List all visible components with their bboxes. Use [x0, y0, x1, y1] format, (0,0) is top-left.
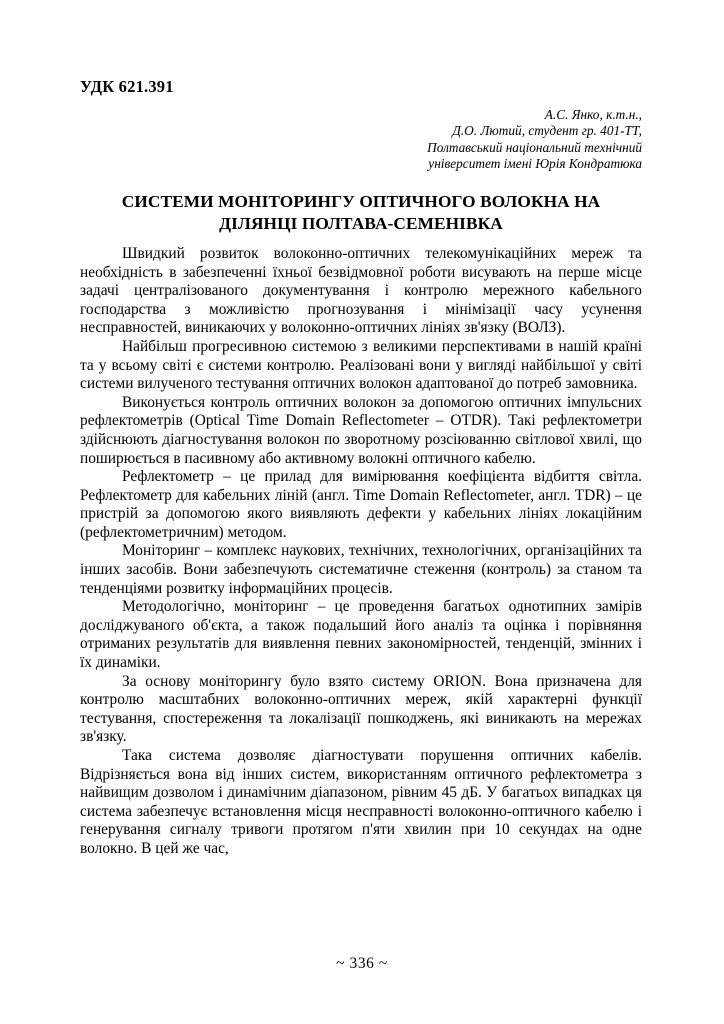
- byline-line-affiliation-2: університет імені Юрія Кондратюка: [428, 156, 642, 172]
- body-paragraph: Рефлектометр – це прилад для вимірювання коефіцієнта відбиття світла. Рефлектометр для кабельних ліній (англ. Time Domain Reflectometer, англ. TDR) – це пристрій за допомогою якого виявляють дефекти у кабельних лініях локаційним (рефлектометричним) методом.: [80, 468, 642, 541]
- article-body: [80, 245, 642, 859]
- page-title-line-1: СИСТЕМИ МОНІТОРИНГУ ОПТИЧНОГО ВОЛОКНА НА: [121, 191, 601, 211]
- page-content: [80, 78, 642, 859]
- author-byline: [80, 107, 642, 173]
- body-paragraph: Виконується контроль оптичних волокон за допомогою оптичних імпульсних рефлектометрів (Optical Time Domain Reflectometer – OTDR). Такі рефлектометри здійснюють діагностування волокон по зворотному розсіюванню світлової хвилі, що поширюється в пасивному або активному волокні оптичного кабелю.: [80, 393, 642, 467]
- body-paragraph: Швидкий розвиток волоконно-оптичних телекомунікаційних мереж та необхідність в забезпеченні їхньої безвідмовної роботи висувають на перше місце задачі централізованого документування і контролю мережного кабельного господарства з можливістю прогнозування і мінімізації часу усунення несправностей, виникаючих у волоконно-оптичних лініях зв'язку (ВОЛЗ).: [80, 244, 642, 337]
- page-title: [80, 191, 642, 235]
- body-paragraph: Така система дозволяє діагностувати порушення оптичних кабелів. Відрізняється вона від інших систем, використанням оптичного рефлектометра з найвищим дозволом і динамічним діапазоном, рівним 45 дБ. У багатьох випадках ця система забезпечує встановлення місця несправності волоконно-оптичного кабелю і генерування сигналу тривоги протягом п'яти хвилин при 10 секундах на одне волокно. В цей же час,: [80, 747, 642, 857]
- udk-classification-code: УДК 621.391: [80, 77, 174, 96]
- byline-line-affiliation-1: Полтавський національний технічний: [427, 139, 642, 155]
- page-number-footer: ~ 336 ~: [336, 955, 388, 972]
- body-paragraph: Методологічно, моніторинг – це проведення багатьох однотипних замірів досліджуваного об'єкта, а також подальший його аналіз та оцінка і порівняння отриманих результатів для виявлення певних закономірностей, тенденцій, змінних і їх динаміки.: [80, 598, 642, 672]
- body-paragraph: За основу моніторингу було взято систему ORION. Вона призначена для контролю масштабних волоконно-оптичних мереж, якій характерні функції тестування, спостереження та локалізації пошкоджень, які виникають на мережах зв'язку.: [80, 672, 642, 746]
- body-paragraph: Найбільш прогресивною системою з великими перспективами в нашій країні та у всьому світі є системи контролю. Реалізовані вони у вигляді найбільшої у світі системи вилученого тестування оптичних волокон адаптованої до потреб замовника.: [80, 337, 642, 393]
- body-paragraph: Моніторинг – комплекс наукових, технічних, технологічних, організаційних та інших засобів. Вони забезпечують систематичне стеження (контроль) за станом та тенденціями розвитку інформаційних процесів.: [80, 542, 642, 597]
- page-title-line-2: ДІЛЯНЦІ ПОЛТАВА-СЕМЕНІВКА: [219, 213, 503, 233]
- byline-line-author-2: Д.О. Лютий, студент гр. 401-ТТ,: [452, 123, 642, 139]
- byline-line-author-1: А.С. Янко, к.т.н.,: [544, 106, 642, 122]
